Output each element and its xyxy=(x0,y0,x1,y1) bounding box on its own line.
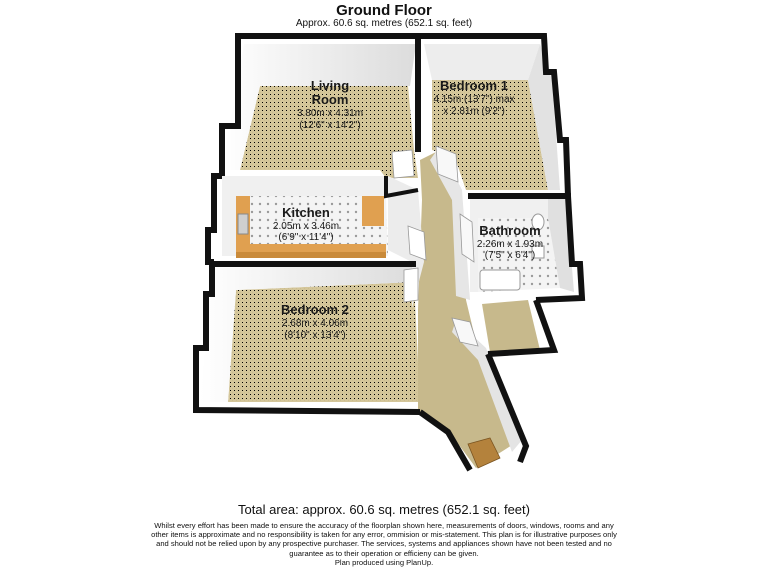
kitchen-dimensions-imperial: (6'9" x 11'4") xyxy=(278,232,334,243)
disclaimer-line: Plan produced using PlanUp. xyxy=(334,557,434,567)
bedroom-2-label xyxy=(281,302,349,341)
kitchen-dimensions: 2.05m x 3.46m xyxy=(272,221,340,232)
bedroom-2-door xyxy=(404,268,418,302)
bedroom-2-dimensions: 2.68m x 4.06m xyxy=(281,318,349,329)
total-area: Total area: approx. 60.6 sq. metres (652.1 sq. feet) xyxy=(238,502,530,517)
disclaimer-line: Whilst every effort has been made to ensure the accuracy of the floorplan shown here, measurements of doors, windows, rooms and any xyxy=(154,521,614,530)
bedroom-2-dimensions-imperial: (8'10" x 13'4") xyxy=(284,330,346,341)
bathroom-label xyxy=(477,223,543,261)
kitchen-name: Kitchen xyxy=(282,205,330,220)
bathroom-dimensions: 2.26m x 1.93m xyxy=(476,239,544,250)
bedroom-1-label xyxy=(433,78,514,117)
disclaimer-line: guarantee as to their operation or efficieny can be given. xyxy=(289,548,479,558)
living-room-dimensions: 3.80m x 4.31m xyxy=(296,108,364,119)
kitchen-walls xyxy=(208,176,222,262)
floor-area: Approx. 60.6 sq. metres (652.1 sq. feet) xyxy=(295,18,473,29)
bedroom-1-name: Bedroom 1 xyxy=(440,78,508,93)
floor-title: Ground Floor xyxy=(336,2,432,19)
living-room-door xyxy=(392,150,414,178)
kitchen-unit-face xyxy=(236,252,386,258)
cupboard-floor xyxy=(482,300,540,352)
kitchen-worktop-right xyxy=(362,196,384,226)
bedroom-1-dimensions-imperial: x 2.81m (9'2") xyxy=(443,106,505,117)
disclaimer-line: other items is approximate and no responsibility is taken for any error, ommision or mis-statement. This plan is for illustrative purposes only xyxy=(151,530,617,540)
bathroom-dimensions-imperial: (7'5" x 6'4") xyxy=(484,250,536,261)
living-room-name-1: Living xyxy=(310,78,350,93)
bedroom1-wall-face xyxy=(424,44,540,80)
bedroom-2-name: Bedroom 2 xyxy=(281,302,349,317)
bedroom-1-dimensions: 4.15m (13'7") max xyxy=(433,94,515,105)
living-room-dimensions-imperial: (12'6" x 14'2") xyxy=(299,120,361,131)
kitchen-sink xyxy=(238,214,248,234)
disclaimer-line: and should not be relied upon by any prospective purchaser. The services, systems and appliances shown have not been tested and no xyxy=(156,539,612,549)
disclaimer xyxy=(120,521,648,567)
living-room-name-2: Room xyxy=(311,92,349,107)
kitchen-label xyxy=(273,205,339,243)
bath-tub xyxy=(480,270,520,290)
bathroom-name: Bathroom xyxy=(479,223,541,238)
bedroom-2-floor xyxy=(228,282,420,402)
